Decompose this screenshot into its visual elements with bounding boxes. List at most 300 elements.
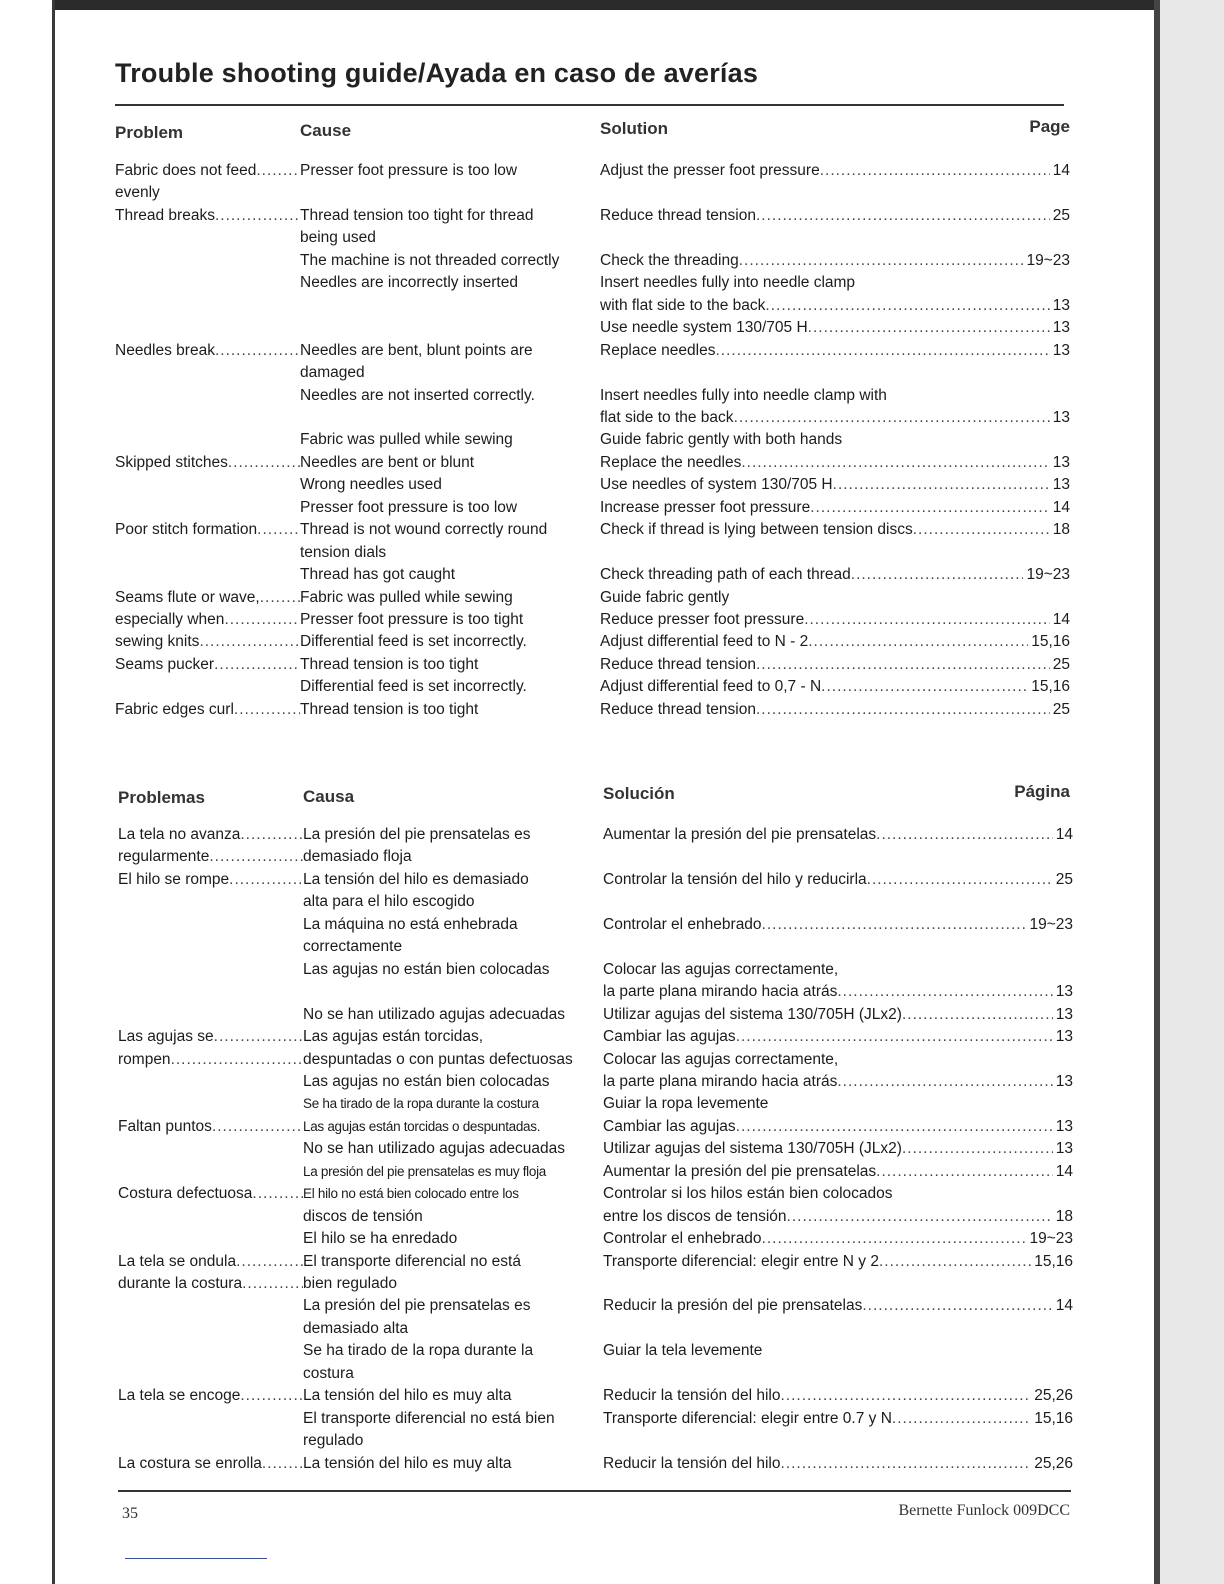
dot-leader xyxy=(739,250,1024,272)
dot-leader xyxy=(171,1049,303,1071)
problem-cell xyxy=(115,654,300,676)
solution-text: Aumentar la presión del pie prensatelas xyxy=(603,1162,877,1180)
table-row xyxy=(115,182,1070,204)
problem-text: Seams flute or wave, xyxy=(115,588,260,606)
problem-text: Fabric does not feed xyxy=(115,162,257,179)
cause-cell: Differential feed is set incorrectly. xyxy=(300,678,527,696)
scan-margin-shade xyxy=(1160,0,1224,1584)
header-page: Página xyxy=(1014,782,1070,801)
table-row xyxy=(118,1116,1073,1138)
solution-text: Aumentar la presión del pie prensatelas xyxy=(603,826,877,843)
problem-text: sewing knits xyxy=(115,633,200,651)
problem-text: Poor stitch formation xyxy=(115,521,258,539)
solution-cell xyxy=(600,699,1070,721)
cause-cell: No se han utilizado agujas adecuadas xyxy=(303,1005,565,1023)
solution-text: flat side to the back xyxy=(600,408,734,426)
solution-text: la parte plana mirando hacia atrás xyxy=(603,1072,838,1090)
cause-cell: El hilo no está bien colocado entre los xyxy=(303,1186,519,1202)
header-cause: Causa xyxy=(303,787,355,806)
page-ref: 25 xyxy=(1052,206,1070,224)
cause-cell: Thread tension is too tight xyxy=(300,700,479,718)
dot-leader xyxy=(762,914,1027,936)
cause-cell: Needles are bent or blunt xyxy=(300,453,475,471)
problem-text: Costura defectuosa xyxy=(118,1185,253,1203)
solution-cell xyxy=(603,1049,1073,1071)
dot-leader xyxy=(209,846,303,868)
table-row xyxy=(118,1251,1073,1273)
solution-text: Utilizar agujas del sistema 130/705H (JLx2) xyxy=(603,1005,902,1023)
cause-cell: La tensión del hilo es muy alta xyxy=(303,1387,512,1405)
dot-leader xyxy=(262,1453,303,1475)
solution-text: Reducir la tensión del hilo xyxy=(603,1387,781,1405)
table-row xyxy=(115,295,1070,317)
solution-text: Guide fabric gently xyxy=(600,588,730,606)
problem-cell xyxy=(118,1453,303,1475)
solution-cell xyxy=(603,869,1073,891)
problem-cell xyxy=(118,846,303,868)
table-row xyxy=(115,317,1070,339)
table-row xyxy=(118,1026,1073,1048)
page-title: Trouble shooting guide/Ayada en caso de averías xyxy=(115,58,759,88)
page-ref: 25,26 xyxy=(1034,1454,1073,1472)
solution-cell xyxy=(600,205,1070,227)
table-row xyxy=(115,407,1070,429)
page-ref: 14 xyxy=(1055,1162,1073,1180)
solution-cell xyxy=(603,1161,1073,1183)
cause-cell: El transporte diferencial no está bien xyxy=(303,1409,555,1427)
solution-text: Reduce presser foot pressure xyxy=(600,611,805,628)
table-row xyxy=(118,1295,1073,1317)
header-page: Page xyxy=(1029,117,1070,136)
page-ref: 13 xyxy=(1052,408,1070,426)
solution-text: Utilizar agujas del sistema 130/705H (JLx2) xyxy=(603,1140,902,1158)
table-row xyxy=(115,205,1070,227)
cause-cell: Presser foot pressure is too tight xyxy=(300,611,524,628)
cause-cell: damaged xyxy=(300,364,365,382)
problem-cell xyxy=(118,1116,303,1138)
solution-cell xyxy=(603,1385,1073,1407)
dot-leader xyxy=(876,1161,1053,1183)
solution-cell xyxy=(600,519,1070,541)
cause-cell: Needles are not inserted correctly. xyxy=(300,386,535,404)
dot-leader xyxy=(234,699,300,721)
dot-leader xyxy=(228,452,300,474)
cause-cell: El hilo se ha enredado xyxy=(303,1230,458,1248)
page-ref: 14 xyxy=(1052,162,1070,179)
solution-text: Guiar la ropa levemente xyxy=(603,1095,769,1113)
dot-leader xyxy=(214,1026,303,1048)
page-ref: 19~23 xyxy=(1026,566,1070,584)
table-row xyxy=(118,1093,1073,1115)
dot-leader xyxy=(256,160,300,182)
dot-leader xyxy=(808,317,1050,339)
title-rule xyxy=(115,104,1064,106)
table-row xyxy=(118,846,1073,868)
page-ref: 13 xyxy=(1052,341,1070,359)
dot-leader xyxy=(913,519,1050,541)
dot-leader xyxy=(902,1004,1053,1026)
solution-cell xyxy=(600,497,1070,519)
header-solution: Solución xyxy=(603,784,675,803)
solution-cell xyxy=(600,385,1070,407)
solution-cell xyxy=(600,474,1070,496)
header-problem: Problemas xyxy=(118,788,205,807)
page-ref: 25 xyxy=(1052,655,1070,673)
solution-text: Increase presser foot pressure xyxy=(600,498,811,516)
dot-leader xyxy=(736,1116,1053,1138)
solution-cell xyxy=(600,587,1070,609)
solution-cell xyxy=(603,1026,1073,1048)
page-ref: 25,26 xyxy=(1034,1387,1073,1405)
cause-cell: Differential feed is set incorrectly. xyxy=(300,633,527,651)
table-row xyxy=(115,362,1070,384)
table-row xyxy=(118,824,1073,846)
solution-cell xyxy=(603,1004,1073,1026)
cause-cell: La máquina no está enhebrada xyxy=(303,915,518,933)
dot-leader xyxy=(715,340,1049,362)
solution-text: Reduce thread tension xyxy=(600,700,756,718)
dot-leader xyxy=(252,1183,303,1205)
cause-cell: demasiado floja xyxy=(303,848,412,866)
dot-leader xyxy=(215,340,300,362)
dot-leader xyxy=(756,205,1050,227)
dot-leader xyxy=(833,474,1050,496)
dot-leader xyxy=(810,497,1050,519)
table-row xyxy=(115,227,1070,249)
cause-cell: Fabric was pulled while sewing xyxy=(300,431,513,449)
solution-text: Replace the needles xyxy=(600,453,742,471)
page-number: 35 xyxy=(122,1505,138,1522)
problem-text: durante la costura xyxy=(118,1275,243,1292)
cause-cell: costura xyxy=(303,1364,354,1382)
page-ref: 13 xyxy=(1052,296,1070,314)
dot-leader xyxy=(212,1116,303,1138)
solution-cell xyxy=(603,1093,1073,1115)
problem-text: Faltan puntos xyxy=(118,1117,212,1135)
table-row xyxy=(115,452,1070,474)
problem-cell xyxy=(118,1251,303,1273)
solution-cell xyxy=(600,272,1070,294)
cause-cell: demasiado alta xyxy=(303,1319,409,1337)
solution-cell xyxy=(603,1071,1073,1093)
solution-cell xyxy=(603,981,1073,1003)
dot-leader xyxy=(862,1295,1052,1317)
solution-text: Adjust the presser foot pressure xyxy=(600,162,820,179)
table-row xyxy=(115,519,1070,541)
solution-text: Guiar la tela levemente xyxy=(603,1342,763,1360)
table-row xyxy=(118,1161,1073,1183)
solution-text: Cambiar las agujas xyxy=(603,1117,736,1135)
solution-text: Reduce thread tension xyxy=(600,206,756,224)
table-row xyxy=(118,1138,1073,1160)
page-ref: 13 xyxy=(1055,983,1073,1001)
table-row xyxy=(115,160,1070,182)
cause-cell: La tensión del hilo es muy alta xyxy=(303,1454,512,1472)
problem-text: rompen xyxy=(118,1050,171,1068)
table-row xyxy=(118,1385,1073,1407)
solution-cell xyxy=(603,1340,1073,1362)
dot-leader xyxy=(808,631,1028,653)
problem-text: Seams pucker xyxy=(115,655,215,673)
page-ref: 14 xyxy=(1055,826,1073,843)
dot-leader xyxy=(756,654,1050,676)
solution-text: Transporte diferencial: elegir entre 0.7 y N xyxy=(603,1409,892,1427)
solution-text: Insert needles fully into needle clamp with xyxy=(600,386,887,404)
problem-cell xyxy=(118,869,303,891)
problem-cell xyxy=(118,1183,303,1205)
page-ref: 15,16 xyxy=(1031,678,1070,696)
page-ref: 14 xyxy=(1052,498,1070,516)
table-row xyxy=(115,631,1070,653)
table-row xyxy=(115,497,1070,519)
scan-artifact-line xyxy=(125,1558,267,1559)
dot-leader xyxy=(892,1408,1031,1430)
solution-text: Colocar las agujas correctamente, xyxy=(603,960,839,978)
solution-text: Check if thread is lying between tension discs xyxy=(600,521,913,539)
problem-cell xyxy=(115,519,300,541)
page-ref: 15,16 xyxy=(1031,633,1070,651)
problem-cell xyxy=(115,452,300,474)
header-cause: Cause xyxy=(300,121,352,140)
solution-cell xyxy=(603,1183,1073,1205)
cause-cell: Fabric was pulled while sewing xyxy=(300,588,513,606)
problem-text: La costura se enrolla xyxy=(118,1454,262,1472)
table-row xyxy=(115,609,1070,631)
solution-cell xyxy=(600,631,1070,653)
table-row xyxy=(115,699,1070,721)
problem-cell xyxy=(118,824,303,846)
table-row xyxy=(118,959,1073,981)
solution-cell xyxy=(603,1251,1073,1273)
cause-cell: La presión del pie prensatelas es muy floja xyxy=(303,1163,547,1179)
cause-cell: No se han utilizado agujas adecuadas xyxy=(303,1140,565,1158)
dot-leader xyxy=(787,1206,1053,1228)
table-row xyxy=(118,1049,1073,1071)
table-row xyxy=(115,429,1070,451)
solution-cell xyxy=(600,564,1070,586)
footer-rule xyxy=(118,1490,1071,1492)
dot-leader xyxy=(765,295,1049,317)
solution-cell xyxy=(600,452,1070,474)
problem-cell xyxy=(115,587,300,609)
solution-cell xyxy=(600,676,1070,698)
scan-edge-left xyxy=(52,0,55,1584)
dot-leader xyxy=(821,676,1028,698)
table-row xyxy=(115,564,1070,586)
table-row xyxy=(118,869,1073,891)
cause-cell: regulado xyxy=(303,1432,364,1450)
table-row xyxy=(115,340,1070,362)
page-ref: 14 xyxy=(1055,1297,1073,1315)
solution-cell xyxy=(600,340,1070,362)
cause-cell: Thread is not wound correctly round xyxy=(300,521,548,539)
page-ref: 13 xyxy=(1055,1028,1073,1046)
header-problem: Problem xyxy=(115,123,184,142)
dot-leader xyxy=(224,609,300,631)
page-ref: 18 xyxy=(1055,1207,1073,1225)
solution-cell xyxy=(603,959,1073,981)
solution-text: Cambiar las agujas xyxy=(603,1028,736,1046)
solution-text: Colocar las agujas correctamente, xyxy=(603,1050,839,1068)
dot-leader xyxy=(257,519,300,541)
problem-text: regularmente xyxy=(118,848,210,866)
dot-leader xyxy=(741,452,1049,474)
solution-cell xyxy=(603,1138,1073,1160)
problem-cell xyxy=(115,699,300,721)
cause-cell: Las agujas están torcidas o despuntadas. xyxy=(303,1118,541,1134)
problem-cell xyxy=(115,609,300,631)
table-row xyxy=(115,474,1070,496)
cause-cell: La presión del pie prensatelas es xyxy=(303,1297,531,1315)
solution-text: with flat side to the back xyxy=(600,296,766,314)
page-ref: 18 xyxy=(1052,521,1070,539)
dot-leader xyxy=(902,1138,1053,1160)
cause-cell: Thread has got caught xyxy=(300,566,456,584)
table-row xyxy=(118,1183,1073,1205)
dot-leader xyxy=(736,1026,1053,1048)
cause-cell: tension dials xyxy=(300,543,387,561)
page-ref: 19~23 xyxy=(1029,915,1073,933)
table-row xyxy=(118,1340,1073,1362)
solution-cell xyxy=(600,250,1070,272)
problem-cell xyxy=(115,182,300,204)
cause-cell: alta para el hilo escogido xyxy=(303,893,475,911)
table-row xyxy=(118,1206,1073,1228)
table-row xyxy=(118,981,1073,1003)
dot-leader xyxy=(781,1453,1032,1475)
problem-text: La tela no avanza xyxy=(118,826,241,843)
problem-text: La tela se ondula xyxy=(118,1252,237,1270)
dot-leader xyxy=(756,699,1050,721)
solution-text: Controlar la tensión del hilo y reducirla xyxy=(603,870,867,888)
cause-cell: bien regulado xyxy=(303,1275,397,1292)
problem-text: Skipped stitches xyxy=(115,453,228,471)
cause-cell: Thread tension is too tight xyxy=(300,655,479,673)
cause-cell: Presser foot pressure is too low xyxy=(300,498,518,516)
table-row xyxy=(118,1004,1073,1026)
solution-cell xyxy=(603,914,1073,936)
dot-leader xyxy=(260,587,300,609)
solution-cell xyxy=(603,1206,1073,1228)
table-row xyxy=(118,936,1073,958)
brand-label: Bernette Funlock 009DCC xyxy=(898,1502,1070,1519)
page-ref: 19~23 xyxy=(1026,251,1070,269)
solution-cell xyxy=(600,429,1070,451)
dot-leader xyxy=(804,609,1050,631)
problem-cell xyxy=(115,205,300,227)
table-row xyxy=(115,676,1070,698)
cause-cell: Thread tension too tight for thread xyxy=(300,206,534,224)
dot-leader xyxy=(214,654,300,676)
dot-leader xyxy=(236,1251,303,1273)
dot-leader xyxy=(879,1251,1031,1273)
dot-leader xyxy=(851,564,1024,586)
cause-cell: Se ha tirado de la ropa durante la xyxy=(303,1342,534,1360)
dot-leader xyxy=(199,631,300,653)
solution-text: Controlar si los hilos están bien colocados xyxy=(603,1185,893,1203)
cause-cell: Las agujas no están bien colocadas xyxy=(303,1072,550,1090)
problem-text: Needles break xyxy=(115,341,215,359)
cause-cell: Presser foot pressure is too low xyxy=(300,162,518,179)
table-row xyxy=(118,1071,1073,1093)
dot-leader xyxy=(240,1385,303,1407)
cause-cell: despuntadas o con puntas defectuosas xyxy=(303,1050,573,1068)
cause-cell: discos de tensión xyxy=(303,1207,423,1225)
table-row xyxy=(118,1363,1073,1385)
problem-cell xyxy=(118,1273,303,1295)
problem-cell xyxy=(115,160,300,182)
solution-text: Replace needles xyxy=(600,341,716,359)
page-ref: 13 xyxy=(1052,319,1070,337)
page-ref: 15,16 xyxy=(1034,1252,1073,1270)
solution-text: Reducir la tensión del hilo xyxy=(603,1454,781,1472)
dot-leader xyxy=(837,1071,1052,1093)
page-ref: 25 xyxy=(1055,870,1073,888)
solution-text: la parte plana mirando hacia atrás xyxy=(603,983,838,1001)
page-ref: 13 xyxy=(1055,1005,1073,1023)
cause-cell: La tensión del hilo es demasiado xyxy=(303,870,529,888)
cause-cell: El transporte diferencial no está xyxy=(303,1252,521,1270)
solution-cell xyxy=(600,295,1070,317)
problem-text: evenly xyxy=(115,184,160,202)
scan-edge-right xyxy=(1154,0,1160,1584)
solution-text: Reduce thread tension xyxy=(600,655,756,673)
solution-text: entre los discos de tensión xyxy=(603,1207,787,1225)
cause-cell: Las agujas están torcidas, xyxy=(303,1028,484,1046)
problem-text: Thread breaks xyxy=(115,206,215,224)
table-row xyxy=(118,1273,1073,1295)
solution-text: Use needle system 130/705 H xyxy=(600,319,808,337)
solution-text: Transporte diferencial: elegir entre N y 2 xyxy=(603,1252,879,1270)
problem-cell xyxy=(118,1049,303,1071)
solution-text: Controlar el enhebrado xyxy=(603,915,762,933)
dot-leader xyxy=(837,981,1052,1003)
solution-cell xyxy=(600,160,1070,182)
solution-text: Guide fabric gently with both hands xyxy=(600,431,843,449)
table-row xyxy=(118,891,1073,913)
solution-cell xyxy=(603,1228,1073,1250)
table-row xyxy=(118,1453,1073,1475)
page-ref: 14 xyxy=(1052,611,1070,628)
solution-cell xyxy=(603,1408,1073,1430)
cause-cell: Se ha tirado de la ropa durante la costura xyxy=(303,1096,539,1112)
problem-cell xyxy=(118,1026,303,1048)
cause-cell: Needles are bent, blunt points are xyxy=(300,341,533,359)
solution-text: Check threading path of each thread xyxy=(600,566,851,584)
page-ref: 15,16 xyxy=(1034,1409,1073,1427)
page-ref: 13 xyxy=(1055,1140,1073,1158)
table-row xyxy=(115,272,1070,294)
solution-cell xyxy=(600,317,1070,339)
problem-text: El hilo se rompe xyxy=(118,870,230,888)
problem-cell xyxy=(115,631,300,653)
page-ref: 25 xyxy=(1052,700,1070,718)
problem-text: Fabric edges curl xyxy=(115,700,234,718)
solution-text: Use needles of system 130/705 H xyxy=(600,476,833,494)
solution-text: Reducir la presión del pie prensatelas xyxy=(603,1297,863,1315)
solution-cell xyxy=(603,824,1073,846)
cause-cell: being used xyxy=(300,229,376,247)
solution-text: Adjust differential feed to N - 2 xyxy=(600,633,809,651)
table-row xyxy=(118,914,1073,936)
solution-cell xyxy=(600,654,1070,676)
solution-cell xyxy=(603,1453,1073,1475)
cause-cell: Needles are incorrectly inserted xyxy=(300,274,518,292)
problem-cell xyxy=(115,340,300,362)
solution-cell xyxy=(603,1116,1073,1138)
cause-cell: La presión del pie prensatelas es xyxy=(303,826,531,843)
table-row xyxy=(115,250,1070,272)
